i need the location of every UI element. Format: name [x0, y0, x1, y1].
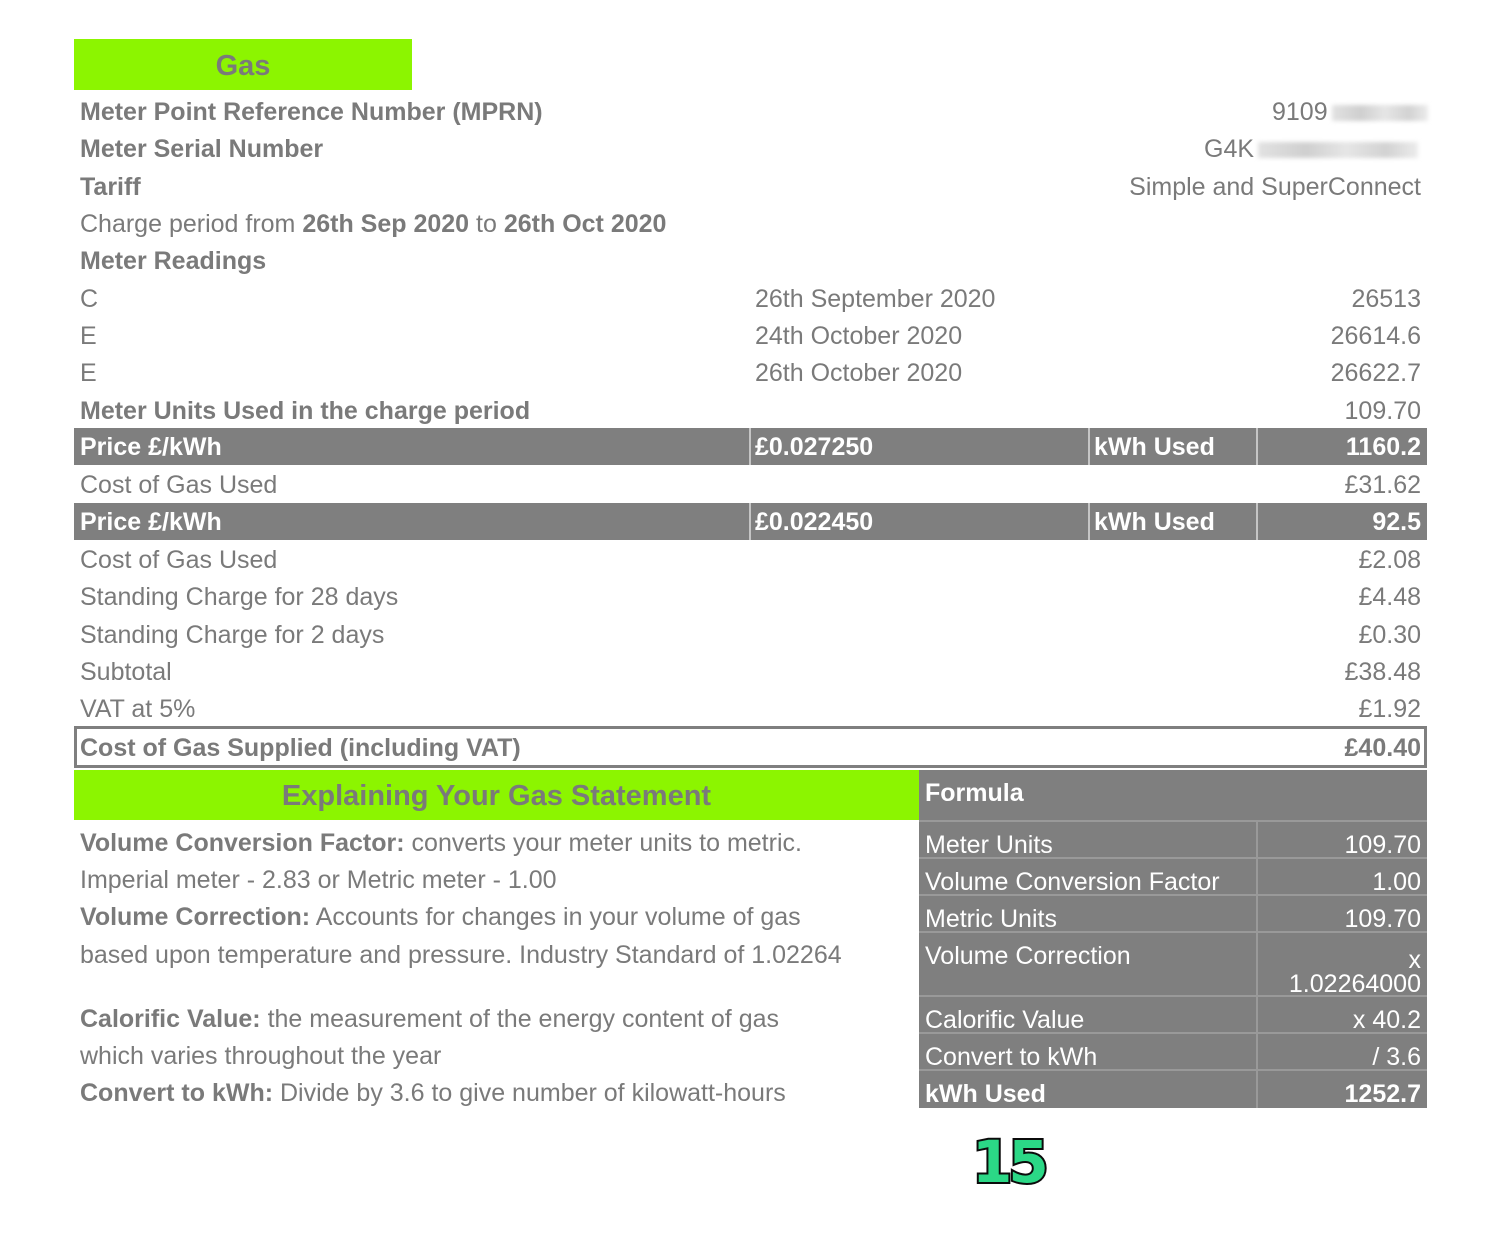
page-number: 15	[972, 1128, 1045, 1196]
serial-value-text: G4K	[1204, 135, 1255, 163]
mprn-label: Meter Point Reference Number (MPRN)	[80, 98, 543, 126]
charge-period-start: 26th Sep 2020	[302, 210, 470, 238]
formula-value: 109.70	[1344, 905, 1421, 933]
formula-row	[919, 820, 1427, 857]
charge-period	[80, 206, 666, 243]
reading-type: E	[80, 322, 97, 350]
cost-of-gas-value: £2.08	[1358, 546, 1421, 574]
formula-label: Volume Conversion Factor	[925, 868, 1220, 896]
formula-row	[919, 1032, 1427, 1069]
formula-value: 1252.7	[1344, 1080, 1421, 1108]
formula-row-total	[919, 1069, 1427, 1108]
explain-text-line: which varies throughout the year	[80, 1042, 442, 1070]
serial-label: Meter Serial Number	[80, 135, 324, 163]
formula-row	[919, 931, 1427, 998]
price-value: £0.027250	[755, 433, 874, 461]
formula-title: Formula	[925, 779, 1024, 807]
price-value: £0.022450	[755, 508, 874, 536]
kwh-used-value: 92.5	[1372, 508, 1421, 536]
explain-text: Divide by 3.6 to give number of kilowatt-hours	[273, 1079, 786, 1107]
formula-value: / 3.6	[1372, 1043, 1421, 1071]
meter-readings-title: Meter Readings	[80, 247, 267, 275]
explain-term: Convert to kWh:	[80, 1079, 274, 1107]
explain-text-line: based upon temperature and pressure. Industry Standard of 1.02264	[80, 941, 842, 969]
units-used-value: 109.70	[1344, 397, 1421, 425]
explain-term: Calorific Value:	[80, 1005, 261, 1033]
formula-value-continued: 1.02264000	[1288, 970, 1421, 998]
charge-label: Standing Charge for 28 days	[80, 583, 399, 611]
reading-value: 26614.6	[1330, 322, 1421, 350]
formula-value: 1.00	[1372, 868, 1421, 896]
reading-value: 26513	[1351, 285, 1421, 313]
formula-row	[919, 857, 1427, 894]
units-used-label: Meter Units Used in the charge period	[80, 397, 531, 425]
price-label: Price £/kWh	[80, 508, 222, 536]
explain-text: Accounts for changes in your volume of gas	[310, 903, 801, 931]
redaction-blur	[1332, 105, 1428, 121]
explain-volume-conversion	[80, 825, 910, 862]
formula-panel	[919, 770, 1427, 1108]
cost-of-gas-value: £31.62	[1344, 471, 1421, 499]
cost-of-gas-label: Cost of Gas Used	[80, 471, 278, 499]
cost-of-gas-label: Cost of Gas Used	[80, 546, 278, 574]
explain-term: Volume Conversion Factor:	[80, 829, 405, 857]
formula-row	[919, 995, 1427, 1032]
kwh-used-label: kWh Used	[1094, 433, 1215, 461]
price-label: Price £/kWh	[80, 433, 222, 461]
column-divider	[1088, 503, 1090, 540]
formula-label: kWh Used	[925, 1080, 1046, 1108]
explain-text: the measurement of the energy content of gas	[260, 1005, 779, 1033]
formula-label: Metric Units	[925, 905, 1057, 933]
total-box	[74, 726, 1427, 768]
formula-label: Calorific Value	[925, 1006, 1085, 1034]
charge-value: £4.48	[1358, 583, 1421, 611]
explain-term: Volume Correction:	[80, 903, 311, 931]
explain-volume-correction	[80, 899, 910, 936]
mprn-value	[1272, 94, 1428, 131]
vat-value: £1.92	[1358, 695, 1421, 723]
column-divider	[749, 428, 751, 465]
reading-date: 24th October 2020	[755, 322, 963, 350]
tariff-label: Tariff	[80, 173, 141, 201]
charge-period-end: 26th Oct 2020	[503, 210, 667, 238]
explain-text: converts your meter units to metric.	[404, 829, 802, 857]
reading-type: C	[80, 285, 99, 313]
column-divider	[1088, 428, 1090, 465]
price-bar	[74, 428, 1427, 465]
subtotal-value: £38.48	[1344, 658, 1421, 686]
explain-convert-kwh	[80, 1075, 910, 1112]
formula-label: Convert to kWh	[925, 1043, 1098, 1071]
formula-label: Volume Correction	[925, 942, 1131, 970]
formula-label: Meter Units	[925, 831, 1053, 859]
reading-date: 26th September 2020	[755, 285, 996, 313]
charge-value: £0.30	[1358, 621, 1421, 649]
tariff-value: Simple and SuperConnect	[1129, 173, 1421, 201]
charge-period-prefix: Charge period from	[80, 210, 303, 238]
serial-value	[1204, 131, 1418, 168]
formula-value: x 40.2	[1352, 1006, 1421, 1034]
charge-period-mid: to	[469, 210, 504, 238]
vat-label: VAT at 5%	[80, 695, 196, 723]
column-divider	[1256, 503, 1258, 540]
explain-section-header: Explaining Your Gas Statement	[74, 770, 919, 820]
redaction-blur	[1258, 142, 1418, 158]
total-label: Cost of Gas Supplied (including VAT)	[80, 734, 521, 762]
mprn-value-text: 9109	[1272, 98, 1328, 126]
charge-label: Standing Charge for 2 days	[80, 621, 385, 649]
column-divider	[1256, 428, 1258, 465]
column-divider	[749, 503, 751, 540]
kwh-used-label: kWh Used	[1094, 508, 1215, 536]
formula-value: x	[1408, 946, 1421, 974]
gas-section-header: Gas	[74, 39, 412, 90]
formula-row	[919, 894, 1427, 931]
reading-value: 26622.7	[1330, 359, 1421, 387]
reading-type: E	[80, 359, 97, 387]
explain-text-line: Imperial meter - 2.83 or Metric meter - 1.00	[80, 866, 557, 894]
subtotal-label: Subtotal	[80, 658, 172, 686]
kwh-used-value: 1160.2	[1345, 433, 1421, 461]
price-bar	[74, 503, 1427, 540]
formula-value: 109.70	[1344, 831, 1421, 859]
explain-calorific-value	[80, 1001, 910, 1038]
total-value: £40.40	[1344, 734, 1421, 762]
reading-date: 26th October 2020	[755, 359, 963, 387]
